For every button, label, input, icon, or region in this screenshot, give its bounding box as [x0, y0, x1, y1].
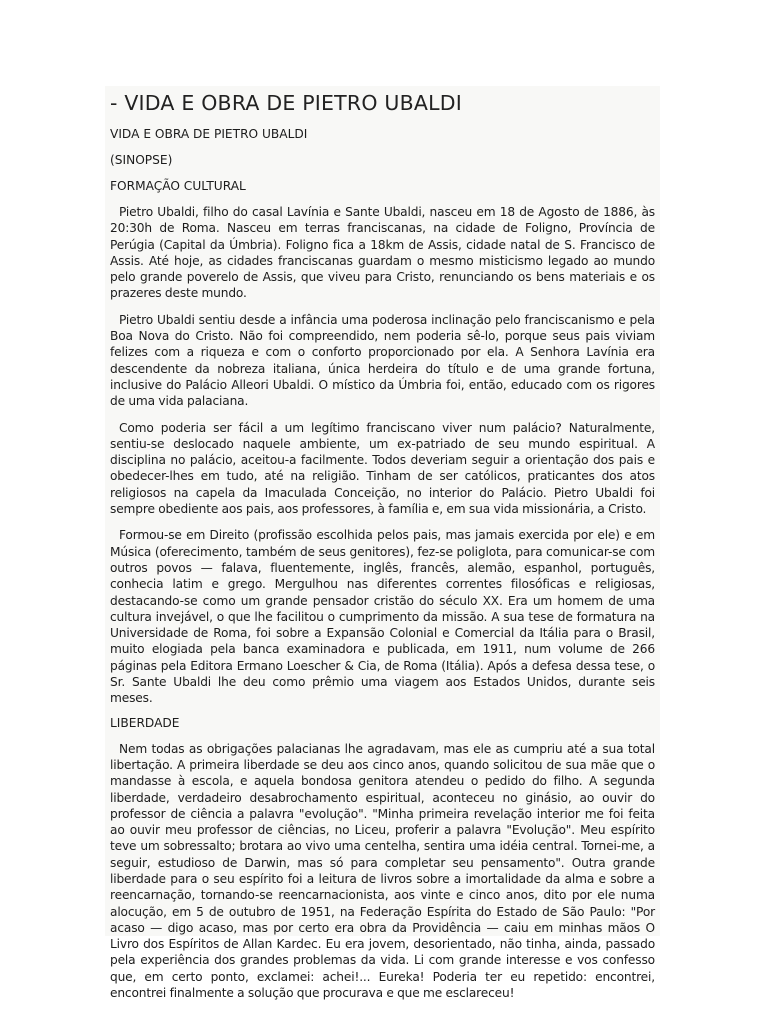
paragraph: Pietro Ubaldi, filho do casal Lavínia e Sante Ubaldi, nasceu em 18 de Agosto de 1886, às 20:30h de Roma. Nasceu em terras franciscanas, na cidade de Foligno, Província de Perúgia (Capital da Úmbria). Foligno fica a 18km de Assis, cidade natal de S. Francisco de Assis. Até hoje, as cidades franciscanas guardam o mesmo misticismo legado ao mundo pelo grande poverelo de Assis, que viveu para Cristo, renunciando os bens materiais e os prazeres deste mundo. — [110, 205, 655, 301]
section-heading-formacao: FORMAÇÃO CULTURAL — [110, 179, 246, 193]
paragraph: Como poderia ser fácil a um legítimo franciscano viver num palácio? Naturalmente, sentiu-se deslocado naquele ambiente, um ex-patriado de seu mundo espiritual. A disciplina no palácio, aceitou-a facilmente. Todos deveriam seguir a orientação dos pais e obedecer-lhes em tudo, até na religião. Tinham de ser católicos, praticantes dos atos religiosos na capela da Imaculada Conceição, no interior do Palácio. Pietro Ubaldi foi sempre obediente aos pais, aos professores, à família e, em sua vida missionária, a Cristo. — [110, 420, 655, 517]
document-page — [105, 86, 660, 1001]
synopsis-label: (SINOPSE) — [110, 153, 173, 167]
section-heading-liberdade: LIBERDADE — [110, 715, 180, 730]
paragraph: Formou-se em Direito (profissão escolhida pelos pais, mas jamais exercida por ele) e em Música (oferecimento, também de seus genitores), fez-se poliglota, para comunicar-se com outros povos — falava, fluentemente, inglês, francês, alemão, espanhol, português, conhecia latim e grego. Mergulhou nas diferentes correntes filosóficas e religiosas, destacando-se como um grande pensador cristão do século XX. Era um homem de uma cultura invejável, o que lhe facilitou o cumprimento da missão. A sua tese de formatura na Universidade de Roma, foi sobre a Expansão Colonial e Comercial da Itália para o Brasil, muito elogiada pela banca examinadora e publicada, em 1911, num volume de 266 páginas pela Editora Ermano Loescher & Cia, de Roma (Itália). Após a defesa dessa tese, o Sr. Sante Ubaldi lhe deu como prêmio uma viagem aos Estados Unidos, durante seis meses. — [110, 528, 655, 706]
paragraph: Nem todas as obrigações palacianas lhe agradavam, mas ele as cumpriu até a sua total libertação. A primeira liberdade se deu aos cinco anos, quando solicitou de sua mãe que o mandasse à escola, e aquela bondosa genitora atendeu o pedido do filho. A segunda liberdade, verdadeiro desabrochamento espiritual, aconteceu no ginásio, ao ouvir do professor de ciência a palavra "evolução". "Minha primeira revelação interior me foi feita ao ouvir meu professor de ciências, no Liceu, proferir a palavra "Evolução". Meu espírito teve um sobressalto; brotara ao vivo uma centelha, sentira uma idéia central. Tornei-me, a seguir, estudioso de Darwin, mas só para completar seu pensamento". Outra grande liberdade para o seu espírito foi a leitura de livros sobre a imortalidade da alma e sobre a reencarnação, tornando-se reencarnacionista, aos vinte e cinco anos, dito por ele numa alocução, em 5 de outubro de 1951, na Federação Espírita do Estado de São Paulo: "Por acaso — digo acaso, mas por certo era obra da Providência — caiu em minhas mãos O Livro dos Espíritos de Allan Kardec. Eu era jovem, desorientado, não tinha, ainda, passado pela experiência dos grandes problemas da vida. Li com grande interesse e vos confesso que, em certo ponto, exclamei: achei!... Eureka! Poderia ter eu repetido: encontrei, encontrei finalmente a solução que procurava e que me esclareceu! — [110, 741, 655, 1001]
page-title: - VIDA E OBRA DE PIETRO UBALDI — [110, 91, 462, 115]
document-subtitle: VIDA E OBRA DE PIETRO UBALDI — [110, 127, 308, 141]
paragraph: Pietro Ubaldi sentiu desde a infância uma poderosa inclinação pelo franciscanismo e pela Boa Nova do Cristo. Não foi compreendido, nem poderia sê-lo, porque seus pais viviam felizes com a riqueza e com o conforto proporcionado por ela. A Senhora Lavínia era descendente da nobreza italiana, única herdeira do título e de uma grande fortuna, inclusive do Palácio Alleori Ubaldi. O místico da Úmbria foi, então, educado com os rigores de uma vida palaciana. — [110, 312, 655, 409]
